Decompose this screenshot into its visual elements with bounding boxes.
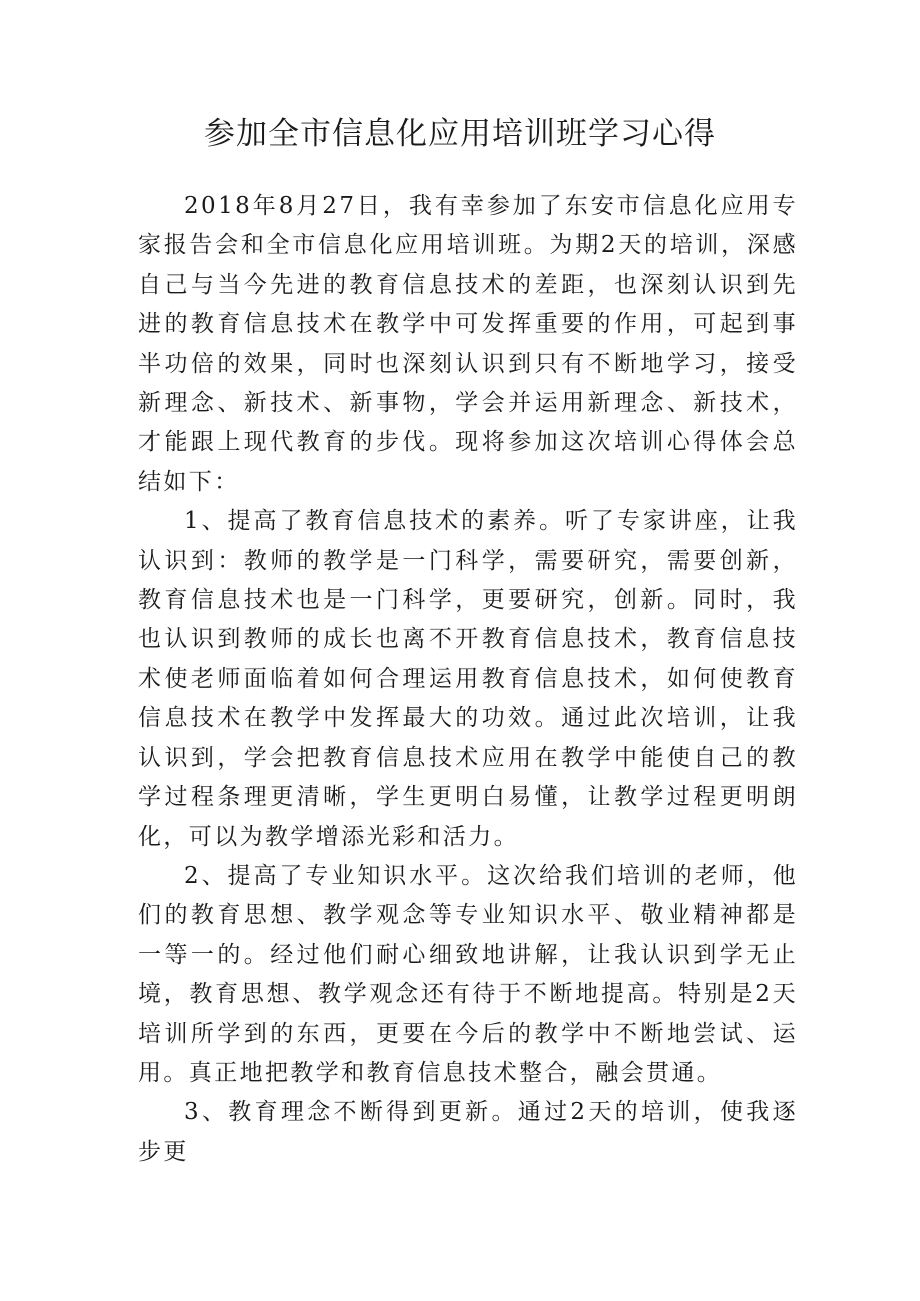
document-body [138,187,798,1172]
document-title: 参加全市信息化应用培训班学习心得 [204,116,716,152]
paragraph-point-1: 1、提高了教育信息技术的素养。听了专家讲座，让我认识到：教师的教学是一门科学，需要研究，需要创新，教育信息技术也是一门科学，更要研究，创新。同时，我也认识到教师的成长也离不开教育信息技术，教育信息技术使老师面临着如何合理运用教育信息技术，如何使教育信息技术在教学中发挥最大的功效。通过此次培训，让我认识到，学会把教育信息技术应用在教学中能使自己的教学过程条理更清晰，学生更明白易懂，让教学过程更明朗化，可以为教学增添光彩和活力。 [138,508,798,850]
paragraph-point-2: 2、提高了专业知识水平。这次给我们培训的老师，他们的教育思想、教学观念等专业知识水平、敬业精神都是一等一的。经过他们耐心细致地讲解，让我认识到学无止境，教育思想、教学观念还有待于不断地提高。特别是2天培训所学到的东西，更要在今后的教学中不断地尝试、运用。真正地把教学和教育信息技术整合，融会贯通。 [138,862,798,1086]
paragraph-intro: 2018年8月27日，我有幸参加了东安市信息化应用专家报告会和全市信息化应用培训班。为期2天的培训，深感自己与当今先进的教育信息技术的差距，也深刻认识到先进的教育信息技术在教学中可发挥重要的作用，可起到事半功倍的效果，同时也深刻认识到只有不断地学习，接受新理念、新技术、新事物，学会并运用新理念、新技术，才能跟上现代教育的步伐。现将参加这次培训心得体会总结如下： [138,193,798,495]
paragraph-point-3: 3、教育理念不断得到更新。通过2天的培训，使我逐步更 [138,1099,798,1165]
